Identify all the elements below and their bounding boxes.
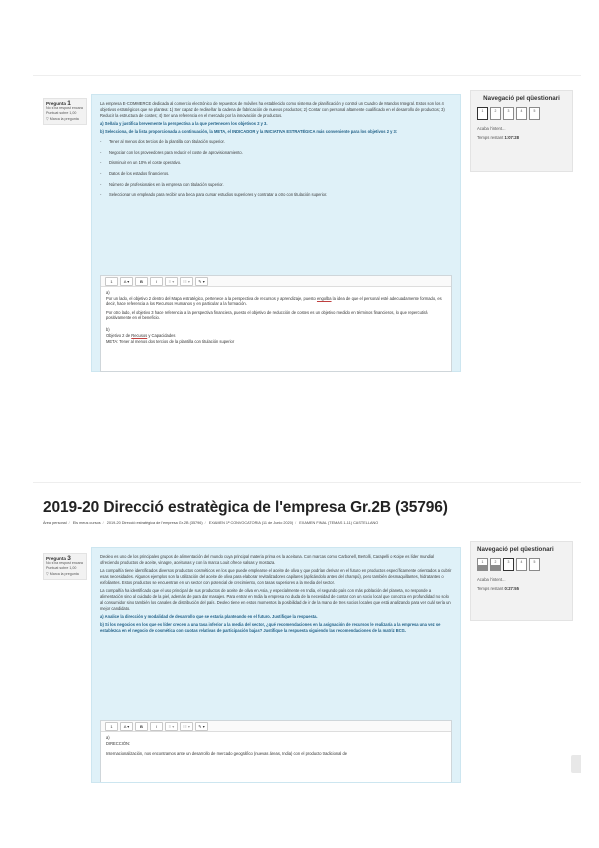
answer-b-label: b) [106, 326, 110, 332]
editor-toolbar [101, 721, 451, 732]
question-status: No s'ha respost encara [46, 106, 83, 110]
flag-icon: ▽ [46, 572, 49, 576]
question-intro: La empresa E-COMMERCE dedicada al comercio electrónico de repuestos de móviles ha establecido como sistema de planificación y control un Cuadro de Mandos Integral. Estos son los 4 objetivos estratégicos que se plantea: 1) Ser capaz de rediseñar la cadena de fabricación de nuevos productos; 2) Contar con personal altamente cualificado en el desarrollo de productos; 3) Reducir la estructura de costes; 4) Ser una referencia en el mercado por la innovación de productos. [100, 101, 445, 118]
list-item: - Número de profesionales en la empresa con titulación superior. [100, 180, 452, 191]
quiz-screenshot-1 [33, 75, 581, 372]
font-size-button[interactable]: A ▾ [120, 722, 133, 731]
quiz-navigation-title: Navegació pel qüestionari [483, 95, 560, 102]
draw-button[interactable]: ✎ ▾ [195, 722, 208, 731]
quiz-navigation-panel [470, 90, 573, 172]
question-part-a: a) Señala y justifica brevemente la perspectiva a la que pertenecen los objetivos 2 y 3. [100, 121, 268, 126]
answer-a-label: a) [106, 735, 110, 740]
answer-a-paragraph-1: Por un lado, el objetivo 2 dentro del Mapa estratégico, pertenece a la perspectiva de recursos y aprendizaje, puesto engolba la idea de que el personal esté adecuadamente formado, es decir, hace referencia a los Recursos Humanos y en particular a la formación. [106, 295, 442, 307]
answer-a-label: a) [106, 290, 110, 295]
answer-text[interactable] [101, 287, 451, 351]
answer-paragraph: Internacionalización, nos encontramos ante un desarrollo de mercado geográfico (nuevas áreas, India) con el producto tradicional de [106, 751, 347, 757]
answer-a-paragraph-2: Por otro lado, el objetivo 3 hace referencia a la perspectiva financiera, puesto el objetivo de reducción de costes es un objetivo medido en términos financieros, lo que repercutirá positivamente en el beneficio. [106, 309, 428, 321]
list-item: - Disminuir en un 10% el coste operativo. [100, 158, 452, 169]
answer-text[interactable] [101, 732, 451, 763]
question-boxes [477, 558, 566, 571]
option-list [100, 137, 452, 201]
quiz-navigation-panel [470, 541, 573, 621]
numbered-list-button[interactable]: ⁝≡ ▾ [180, 277, 193, 286]
flag-question-link[interactable]: ▽ Marca la pregunta [46, 572, 79, 576]
quiz-screenshot-2 [33, 482, 581, 783]
editor-toolbar [101, 276, 451, 287]
finish-attempt-link[interactable]: Acaba l'intent... [477, 125, 506, 131]
finish-attempt-link[interactable]: Acaba l'intent... [477, 576, 506, 582]
question-info [43, 553, 87, 580]
italic-button[interactable]: I [150, 722, 163, 731]
flag-question-link[interactable]: ▽ Marca la pregunta [46, 117, 79, 121]
bullet-list-button[interactable]: ≡ ▾ [165, 722, 178, 731]
question-box-2[interactable]: 2 [490, 558, 501, 571]
question-content [91, 94, 461, 372]
answer-editor[interactable] [100, 720, 452, 783]
answer-heading: DIRECCIÓN: [106, 740, 131, 746]
italic-button[interactable]: I [150, 277, 163, 286]
bullet-list-button[interactable]: ≡ ▾ [165, 277, 178, 286]
question-box-1[interactable]: 1 [477, 558, 488, 571]
list-item: - Tener al menos dos tercios de la plantilla con titulación superior. [100, 137, 452, 148]
question-box-5[interactable]: 5 [529, 558, 540, 571]
question-paragraph-3: La compañía ha identificado que el uso principal de sus productos de aceite de oliva en Asia, y especialmente en India, el segundo país con más población del planeta, no responde a alimentación sino al cuidado de la piel, además de para dar masajes. Para entrar en India la empresa no duda de la necesidad de contar con un socio local que conozca en profundidad no solo al consumidor sino también los canales de distribución del país. Deoleo tiene en estos momentos la posibilidad de ir de la mano de tres socios locales que está analizando para ver cuál sería un mejor candidato. [100, 588, 451, 611]
bold-button[interactable]: B [135, 277, 148, 286]
question-score: Puntuat sobre 1,00 [46, 111, 77, 115]
question-part-b: b) Si los negocios en los que es líder crecen a una tasa inferior a la media del sector, ¿qué recomendaciones en la asignación de recursos le realizaría a la empresa una vez se establezca en el negocio de cosmética con cuotas relativas de participación bajas? Justifique la respuesta siguiendo las recomendaciones de la matriz BCG. [100, 622, 441, 633]
breadcrumb: Àrea personal / Els meus cursos / 2019-20 Direcció estratègica de l'empresa Gr.2B (35796) / EXAMEN 1ª CONVOCATORIA (11 de Junio 2020) / EXAMEN FINAL (TEMAS 1-11) CASTELLANO [43, 521, 379, 525]
question-status: No s'ha respost encara [46, 561, 83, 565]
question-box-1[interactable]: 1 [477, 107, 488, 120]
list-item: - Seleccionar un empleado para recibir una beca para cursar estudios superiores y contratar a otro con titulación superior. [100, 190, 452, 201]
question-content [91, 547, 461, 783]
quiz-navigation-title: Navegació pel qüestionari [477, 546, 554, 553]
toolbar-expand-button[interactable]: 1 [105, 277, 118, 286]
question-info [43, 98, 87, 125]
breadcrumb-item[interactable]: 2019-20 Direcció estratègica de l'empresa Gr.2B (35796) [106, 521, 203, 525]
time-remaining: Temps restant 0:27:55 [477, 585, 519, 591]
question-boxes [477, 107, 566, 120]
question-box-5[interactable]: 5 [529, 107, 540, 120]
answer-b-objective: Objetivo 2 de Recusos y Capacidades [106, 332, 176, 338]
question-paragraph-1: Deoleo es uno de los principales grupos de alimentación del mundo cuya principal materia prima es la aceituna. Con marcas como Carbonell, Bertolli, Carapelli o Koipe es líder mundial ofreciendo productos de aceite, vinagre, aceitunas y con la marca Louit ofrece salsas y mostaza. [100, 554, 435, 565]
question-number: Pregunta 1 [46, 100, 71, 107]
toolbar-expand-button[interactable]: 1 [105, 722, 118, 731]
question-box-3[interactable]: 3 [503, 558, 514, 571]
question-score: Puntuat sobre 1,00 [46, 566, 77, 570]
breadcrumb-item[interactable]: EXAMEN FINAL (TEMAS 1-11) CASTELLANO [299, 521, 379, 525]
question-number: Pregunta 3 [46, 555, 71, 562]
bold-button[interactable]: B [135, 722, 148, 731]
breadcrumb-item[interactable]: EXAMEN 1ª CONVOCATORIA (11 de Junio 2020) [208, 521, 294, 525]
question-box-2[interactable]: 2 [490, 107, 501, 120]
list-item: - Negociar con los proveedores para reducir el coste de aprovisionamiento. [100, 148, 452, 159]
answer-b-meta: META: Tener al menos dos tercios de la plantilla con titulación superior [106, 339, 235, 345]
scroll-handle[interactable] [571, 755, 581, 773]
question-box-4[interactable]: 4 [516, 107, 527, 120]
time-remaining: Temps restant 1:07:28 [477, 134, 519, 140]
page-title: 2019-20 Direcció estratègica de l'empresa Gr.2B (35796) [43, 499, 448, 516]
breadcrumb-item[interactable]: Els meus cursos [72, 521, 101, 525]
question-part-a: a) Analice la dirección y modalidad de desarrollo que se estaría planteando en el futuro. Justifique la respuesta. [100, 614, 318, 619]
question-paragraph-2: La compañía tiene identificados diversos productos cosméticos en los que puede emplearse el aceite de oliva y que podrían derivar en el futuro en productos específicamente orientados a cubrir esas necesidades. Algunos ejemplos son la utilización del aceite de oliva para elaborar revitalizadores capilares (aplicándolo antes del champú), pero también desmaquillantes, hidratantes o exfoliantes. Estos productos se encuentran en un sector con potencial de crecimiento, con tasas superiores a la media del sector. [100, 568, 452, 585]
draw-button[interactable]: ✎ ▾ [195, 277, 208, 286]
question-box-3[interactable]: 3 [503, 107, 514, 120]
breadcrumb-item[interactable]: Àrea personal [43, 521, 67, 525]
answer-editor[interactable] [100, 275, 452, 372]
flag-icon: ▽ [46, 117, 49, 121]
font-size-button[interactable]: A ▾ [120, 277, 133, 286]
question-box-4[interactable]: 4 [516, 558, 527, 571]
question-part-b: b) Selecciona, de la lista proporcionada a continuación, la META, el INDICADOR y la INICIATIVA ESTRATÉGICA más conveniente para los objetivos 2 y 3: [100, 129, 398, 134]
numbered-list-button[interactable]: ⁝≡ ▾ [180, 722, 193, 731]
list-item: - Datos de los estados financieros. [100, 169, 452, 180]
